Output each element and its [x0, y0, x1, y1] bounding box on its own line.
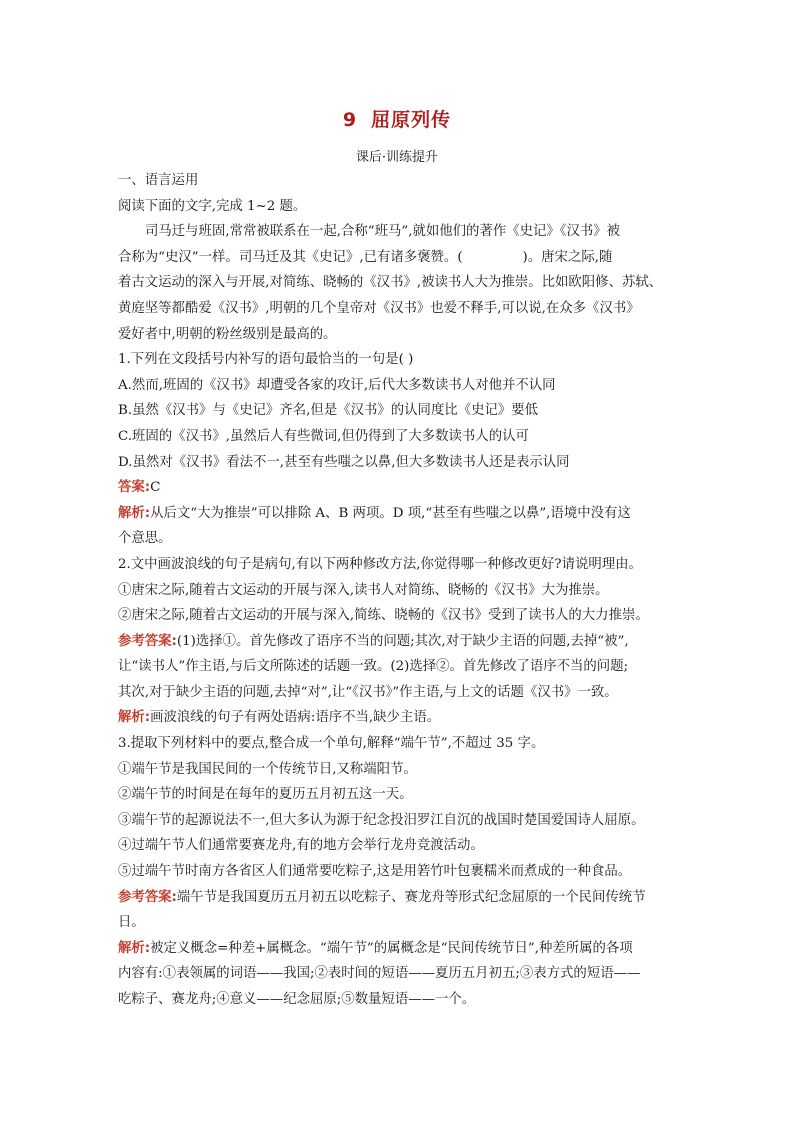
line-text: B.虽然《汉书》与《史记》齐名,但是《汉书》的认同度比《史记》要低	[118, 403, 539, 419]
text-line	[118, 936, 682, 962]
answer-label: 参考答案:	[118, 889, 177, 905]
answer-label: 解析:	[118, 505, 151, 521]
line-text: D.虽然对《汉书》看法不一,甚至有些嗤之以鼻,但大多数读书人还是表示认同	[118, 454, 570, 470]
text-line	[118, 731, 682, 757]
text-line	[118, 782, 682, 808]
page-title	[0, 105, 794, 132]
text-line	[118, 808, 682, 834]
line-text: ②端午节的时间是在每年的夏历五月初五这一天。	[118, 787, 413, 803]
line-text: 着古文运动的深入与开展,对简练、晓畅的《汉书》,被读书人大为推崇。比如欧阳修、苏轼、	[118, 275, 663, 291]
text-line	[118, 603, 682, 629]
line-text: C.班固的《汉书》,虽然后人有些微词,但仍得到了大多数读书人的认可	[118, 428, 529, 444]
text-line	[118, 245, 682, 271]
text-line	[118, 322, 682, 348]
line-text: 端午节是我国夏历五月初五以吃粽子、赛龙舟等形式纪念屈原的一个民间传统节	[176, 889, 646, 905]
line-text: 个意思。	[118, 531, 172, 547]
answer-label: 参考答案:	[118, 633, 177, 649]
text-line	[118, 987, 682, 1013]
text-line	[118, 296, 682, 322]
line-text: 一、语言运用	[118, 173, 199, 188]
text-line	[118, 885, 682, 911]
text-line	[118, 859, 682, 885]
text-line	[118, 705, 682, 731]
line-text: ②唐宋之际,随着古文运动的开展与深入,简练、晓畅的《汉书》受到了读书人的大力推崇。	[118, 608, 649, 624]
text-line	[118, 168, 682, 194]
text-line	[118, 373, 682, 399]
text-line	[118, 654, 682, 680]
line-text: 日。	[118, 915, 145, 931]
text-line	[118, 194, 682, 220]
line-text: 黄庭坚等都酷爱《汉书》,明朝的几个皇帝对《汉书》也爱不释手,可以说,在众多《汉书》	[118, 300, 640, 316]
text-line	[118, 475, 682, 501]
text-line	[118, 680, 682, 706]
text-line	[118, 450, 682, 476]
lesson-title: 屈原列传	[371, 109, 452, 131]
text-line	[118, 219, 682, 245]
text-line	[118, 501, 682, 527]
line-text: 合称为“史汉”一样。司马迁及其《史记》,已有诸多褒赞。(	[118, 249, 463, 265]
text-line	[118, 424, 682, 450]
text-line	[118, 629, 682, 655]
text-line	[118, 757, 682, 783]
answer-label: 解析:	[118, 940, 151, 956]
line-text: )。唐宋之际,随	[522, 249, 613, 265]
text-line	[118, 910, 682, 936]
line-text: (1)选择①。首先修改了语序不当的问题;其次,对于缺少主语的问题,去掉“被”,	[176, 633, 629, 649]
line-text: A.然而,班固的《汉书》却遭受各家的攻讦,后代大多数读书人对他并不认同	[118, 377, 556, 393]
line-text: ⑤过端午节时南方各省区人们通常要吃粽子,这是用箬竹叶包裹糯米而煮成的一种食品。	[118, 864, 632, 880]
text-line	[118, 526, 682, 552]
line-text: 吃粽子、赛龙舟;④意义——纪念屈原;⑤数量短语——一个。	[118, 992, 476, 1007]
text-line	[118, 347, 682, 373]
line-text: 让“读书人”作主语,与后文所陈述的话题一致。(2)选择②。首先修改了语序不当的问题;	[118, 659, 629, 675]
line-text: 其次,对于缺少主语的问题,去掉“对”,让“《汉书》”作主语,与上文的话题《汉书》一致。	[118, 684, 618, 700]
answer-label: 答案:	[118, 480, 151, 496]
line-text: 1.下列在文段括号内补写的语句最恰当的一句是( )	[118, 352, 414, 368]
page-subtitle: 课后·训练提升	[355, 150, 439, 165]
text-line	[118, 833, 682, 859]
line-text: 被定义概念=种差+属概念。“端午节”的属概念是“民间传统节日”,种差所属的各项	[150, 940, 633, 956]
answer-label: 解析:	[118, 710, 151, 726]
line-text: ③端午节的起源说法不一,但大多认为源于纪念投汨罗江自沉的战国时楚国爱国诗人屈原。	[118, 812, 645, 828]
lesson-number: 9	[342, 109, 358, 131]
line-text: ①端午节是我国民间的一个传统节日,又称端阳节。	[118, 761, 417, 777]
text-line	[118, 578, 682, 604]
line-text: 从后文“大为推崇”可以排除 A、B 两项。D 项,“甚至有些嗤之以鼻”,语境中没有这	[150, 505, 631, 521]
text-line	[118, 270, 682, 296]
document-body	[118, 168, 682, 1013]
text-line	[118, 961, 682, 987]
line-text: 内容有:①表领属的词语——我国;②表时间的短语——夏历五月初五;③表方式的短语——	[118, 966, 641, 982]
line-text: 画波浪线的句子有两处语病:语序不当,缺少主语。	[150, 710, 441, 726]
text-line	[118, 552, 682, 578]
line-text: 3.提取下列材料中的要点,整合成一个单句,解释“端午节”,不超过 35 字。	[118, 736, 545, 752]
text-line	[118, 398, 682, 424]
line-text: ①唐宋之际,随着古文运动的开展与深入,读书人对简练、晓畅的《汉书》大为推崇。	[118, 582, 609, 598]
line-text: C	[150, 480, 161, 496]
line-text: 2.文中画波浪线的句子是病句,有以下两种修改方法,你觉得哪一种修改更好?请说明理由。	[118, 556, 642, 572]
line-text: 司马迁与班固,常常被联系在一起,合称“班马”,就如他们的著作《史记》《汉书》被	[145, 224, 621, 240]
line-text: ④过端午节人们通常要赛龙舟,有的地方会举行龙舟竞渡活动。	[118, 838, 484, 854]
line-text: 阅读下面的文字,完成 1~2 题。	[118, 198, 307, 214]
line-text: 爱好者中,明朝的粉丝级别是最高的。	[118, 326, 337, 342]
